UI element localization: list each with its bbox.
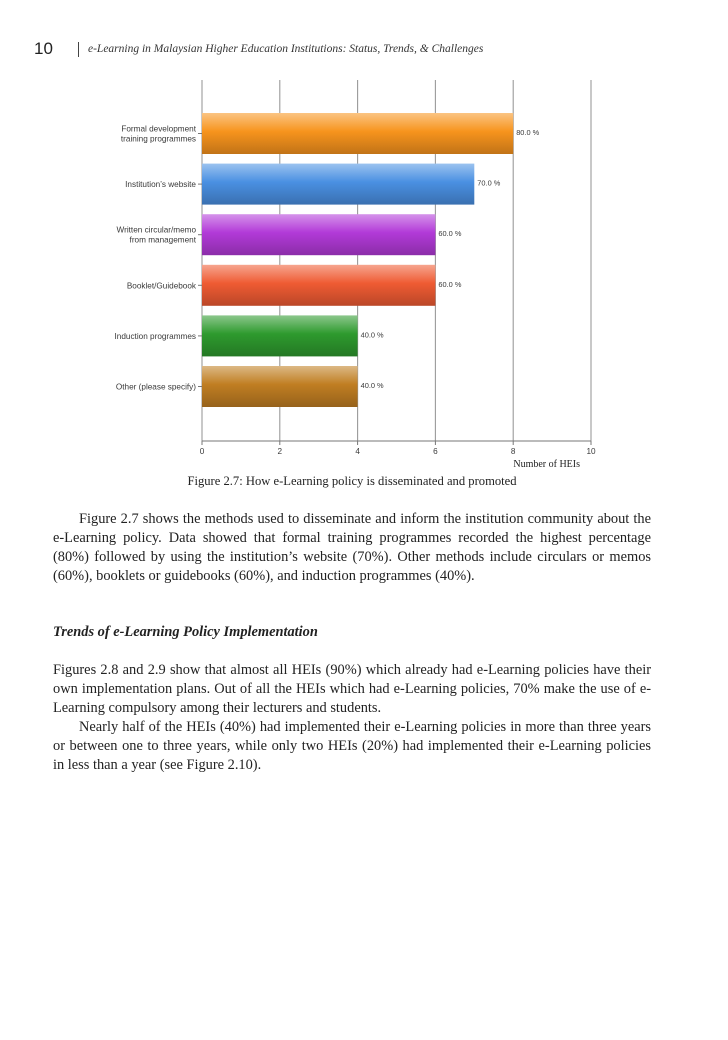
value-label-5: 40.0 %: [360, 381, 384, 390]
value-label-3: 60.0 %: [438, 279, 462, 289]
bar-chart: [0, 0, 728, 470]
paragraph-1: Figure 2.7 shows the methods used to disseminate and inform the institution community about the e-Learning policy. Data showed that formal training programmes recorded the highest percentage (80%) followed by using the institution’s website (70%). Other methods include circulars or memos (60%), booklets or guidebooks (60%), and induction programmes (40%).: [53, 511, 651, 584]
category-label-4: Induction programmes: [114, 331, 196, 341]
tick-label-0: 0: [199, 447, 205, 456]
value-label-4: 40.0 %: [360, 330, 384, 340]
value-label-2: 60.0 %: [438, 229, 462, 239]
bar-0: [202, 113, 513, 154]
paragraph-2-block: [53, 661, 651, 775]
bar-2: [202, 214, 435, 255]
value-label-1: 70.0 %: [477, 178, 501, 188]
tick-label-6: 6: [433, 447, 438, 456]
paragraph-3: Nearly half of the HEIs (40%) had implemented their e-Learning policies in more than three years or between one to three years, while only two HEIs (20%) had implemented their e-Learning policies in less than a year (see Figure 2.10).: [53, 719, 651, 773]
x-axis-label: Number of HEIs: [513, 459, 580, 470]
category-label-1: Institution’s website: [125, 180, 196, 190]
paragraph-1-block: [53, 510, 651, 586]
bar-5: [202, 366, 358, 407]
bar-4: [202, 315, 358, 356]
section-heading: Trends of e-Learning Policy Implementation: [53, 624, 318, 640]
figure-caption: Figure 2.7: How e-Learning policy is disseminated and promoted: [187, 474, 517, 488]
tick-label-2: 2: [277, 447, 283, 456]
paragraph-2: Figures 2.8 and 2.9 show that almost all HEIs (90%) which already had e-Learning policies have their own implementation plans. Out of all the HEIs which had e-Learning policies, 70% make the use of e-Learning compulsory among their lecturers and students.: [53, 662, 651, 716]
running-title: e-Learning in Malaysian Higher Education Institutions: Status, Trends, & Challenges: [88, 43, 484, 55]
category-label-2: Written circular/memo from management: [116, 225, 196, 245]
page-number: 10: [34, 39, 53, 58]
category-label-3: Booklet/Guidebook: [126, 281, 196, 291]
tick-label-8: 8: [510, 447, 516, 456]
value-label-0: 80.0 %: [516, 128, 540, 137]
bar-3: [202, 265, 435, 306]
bar-1: [202, 164, 474, 205]
category-label-5: Other (please specify): [115, 382, 196, 392]
tick-label-10: 10: [586, 447, 596, 456]
tick-label-4: 4: [355, 447, 360, 456]
category-label-0: Formal development training programmes: [120, 124, 196, 144]
